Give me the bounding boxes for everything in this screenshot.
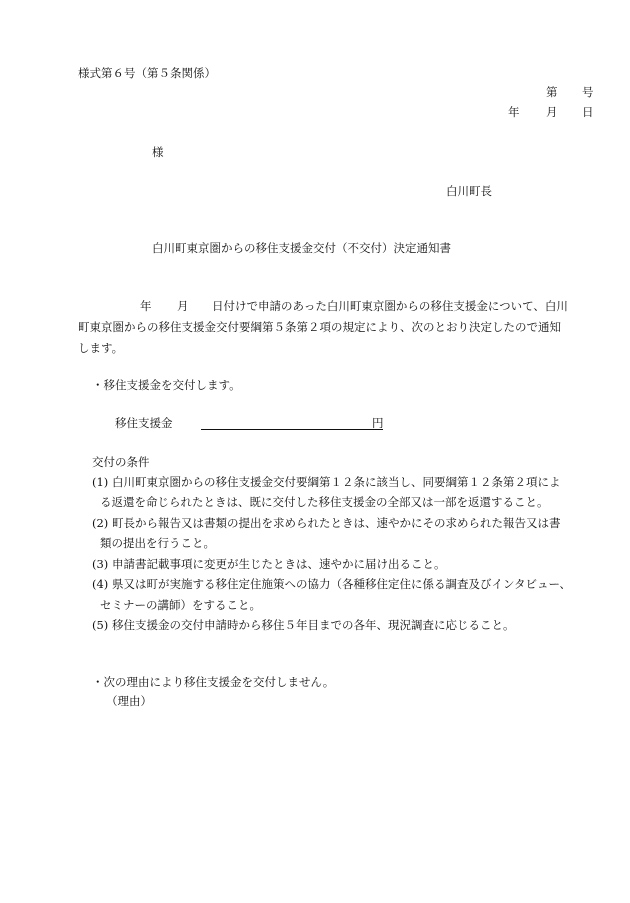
condition-2-line-1: (2) 町長から報告又は書類の提出を求められたときは、速やかにその求められた報告又は書: [92, 516, 561, 530]
body-line-3: します。: [78, 341, 124, 355]
doc-number-prefix: 第: [546, 85, 558, 99]
body-line-2: 町東京圏からの移住支援金交付要綱第５条第２項の規定により、次のとおり決定したので通知: [78, 320, 561, 334]
body-date-year: 年: [140, 299, 152, 313]
amount-unit: 円: [372, 416, 384, 430]
condition-1-line-1: (1) 白川町東京圏からの移住支援金交付要綱第１２条に該当し、同要綱第１２条第２項によ: [92, 475, 561, 489]
condition-3-line-1: (3) 申請書記載事項に変更が生じたときは、速やかに届け出ること。: [92, 557, 446, 571]
reason-label: （理由）: [106, 694, 152, 708]
grant-statement: ・移住支援金を交付します。: [92, 378, 241, 392]
amount-label: 移住支援金: [115, 416, 173, 430]
issuer-name: 白川町長: [446, 184, 492, 198]
condition-5-line-1: (5) 移住支援金の交付申請時から移住５年目までの各年、現況調査に応じること。: [92, 618, 515, 632]
condition-4-line-2: セミナーの講師）をすること。: [100, 598, 261, 612]
non-grant-statement: ・次の理由により移住支援金を交付しません。: [92, 675, 335, 689]
condition-2-line-2: 類の提出を行うこと。: [100, 536, 215, 550]
condition-4-line-1: (4) 県又は町が実施する移住定住施策への協力（各種移住定住に係る調査及びインタビュー、: [92, 577, 572, 591]
date-year: 年: [508, 105, 520, 119]
condition-1-line-2: る返還を命じられたときは、既に交付した移住支援金の全部又は一部を返還すること。: [100, 495, 549, 509]
body-line-1: 日付けで申請のあった白川町東京圏からの移住支援金について、白川: [212, 299, 568, 313]
amount-blank-line: [201, 429, 383, 430]
form-number: 様式第６号（第５条関係）: [78, 66, 216, 80]
document-title: 白川町東京圏からの移住支援金交付（不交付）決定通知書: [152, 241, 451, 255]
body-date-month: 月: [177, 299, 189, 313]
addressee-honorific: 様: [152, 145, 164, 159]
conditions-heading: 交付の条件: [92, 455, 150, 469]
doc-number-suffix: 号: [582, 85, 594, 99]
date-month: 月: [546, 105, 558, 119]
date-day: 日: [582, 105, 594, 119]
